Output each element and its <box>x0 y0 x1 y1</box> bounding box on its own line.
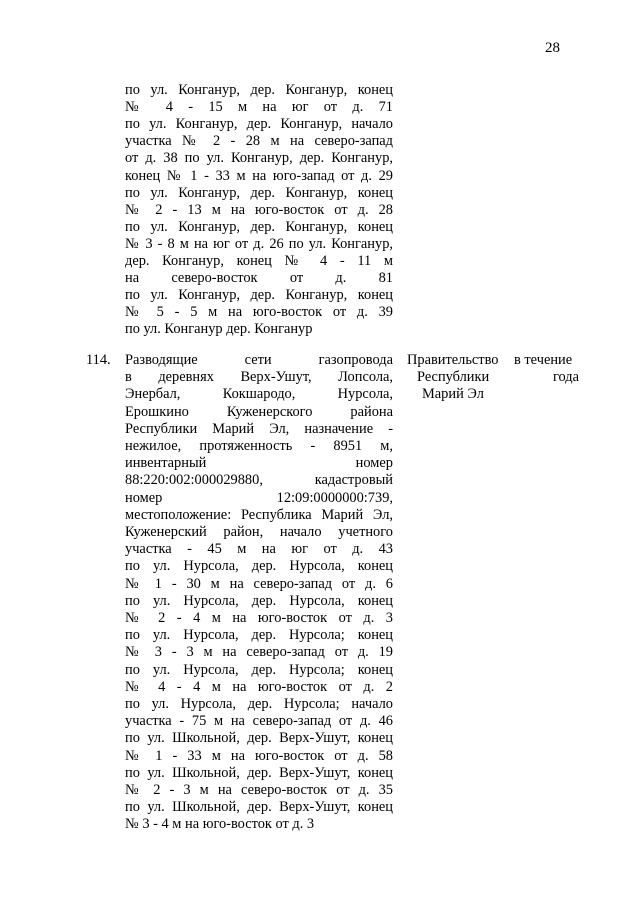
term-line: в течение <box>514 352 573 368</box>
page-number: 28 <box>545 40 560 56</box>
text-line: Республики Марий Эл, назначение - <box>125 420 393 437</box>
text-line: по ул. Конганур дер. Конганур <box>125 321 313 338</box>
executor-line: Республики <box>417 369 490 385</box>
text-line: участка - 45 м на юг от д. 43 <box>125 541 393 558</box>
text-line: Ерошкино Куженерского района <box>125 403 393 420</box>
text-line: по ул. Нурсола, дер. Нурсола; конец <box>125 661 393 678</box>
text-line: № 3 - 8 м на юг от д. 26 по ул. Конганур, <box>125 235 393 252</box>
text-line: № 2 - 13 м на юго-восток от д. 28 <box>125 201 393 218</box>
text-line: Энербал, Кокшародо, Нурсола, <box>125 386 393 403</box>
text-line: № 2 - 4 м на юго-восток от д. 3 <box>125 610 393 626</box>
executor-line: Правительство <box>407 352 499 368</box>
executor-line: Марий Эл <box>422 386 484 402</box>
text-line: по ул. Нурсола, дер. Нурсола, конец <box>125 592 393 609</box>
text-line: местоположение: Республика Марий Эл, <box>125 506 393 523</box>
text-line: по ул. Школьной, дер. Верх-Ушут, конец <box>125 799 393 816</box>
text-line: по ул. Школьной, дер. Верх-Ушут, конец <box>125 764 393 781</box>
text-line: участка № 2 - 28 м на северо-запад <box>125 133 393 150</box>
executor-cell <box>405 352 505 403</box>
text-line: № 1 - 33 м на юго-восток от д. 58 <box>125 747 393 764</box>
text-line: от д. 38 по ул. Конганур, дер. Конганур, <box>125 150 393 167</box>
text-line: номер 12:09:0000000:739, <box>125 489 393 506</box>
text-line: № 4 - 4 м на юго-восток от д. 2 <box>125 678 393 695</box>
text-line: по ул. Конганур, дер. Конганур, конец <box>125 82 393 98</box>
text-line: участка - 75 м на северо-запад от д. 46 <box>125 713 393 730</box>
text-line: по ул. Конганур, дер. Конганур, начало <box>125 116 393 133</box>
term-line: года <box>552 369 579 385</box>
text-line: нежилое, протяженность - 8951 м, <box>125 438 393 454</box>
text-line: по ул. Конганур, дер. Конганур, конец <box>125 184 393 201</box>
text-line: № 3 - 4 м на юго-восток от д. 3 <box>125 816 315 833</box>
text-line: по ул. Конганур, дер. Конганур, конец <box>125 287 393 304</box>
text-line: на северо-восток от д. 81 <box>125 270 393 287</box>
text-line: № 4 - 15 м на юг от д. 71 <box>125 99 393 116</box>
text-line: по ул. Конганур, дер. Конганур, конец <box>125 218 393 235</box>
text-line: инвентарный номер <box>125 455 393 472</box>
text-line: № 2 - 3 м на северо-восток от д. 35 <box>125 782 393 798</box>
text-line: по ул. Школьной, дер. Верх-Ушут, конец <box>125 730 393 747</box>
text-line: конец № 1 - 33 м на юго-запад от д. 29 <box>125 167 393 184</box>
text-line: 88:220:002:000029880, кадастровый <box>125 472 393 489</box>
text-line: по ул. Нурсола, дер. Нурсола; начало <box>125 696 393 712</box>
item-number: 114. <box>86 352 111 368</box>
text-line: Разводящие сети газопровода <box>125 352 393 368</box>
text-line: № 5 - 5 м на юго-восток от д. 39 <box>125 304 393 321</box>
text-line: № 3 - 3 м на северо-запад от д. 19 <box>125 644 393 661</box>
text-line: по ул. Нурсола, дер. Нурсола, конец <box>125 558 393 575</box>
term-cell <box>514 352 579 386</box>
text-line: № 1 - 30 м на северо-запад от д. 6 <box>125 575 393 592</box>
text-line: Куженерский район, начало учетного <box>125 524 393 540</box>
text-line: дер. Конганур, конец № 4 - 11 м <box>125 253 393 269</box>
text-line: в деревнях Верх-Ушут, Лопсола, <box>125 369 393 386</box>
text-line: по ул. Нурсола, дер. Нурсола; конец <box>125 627 393 644</box>
